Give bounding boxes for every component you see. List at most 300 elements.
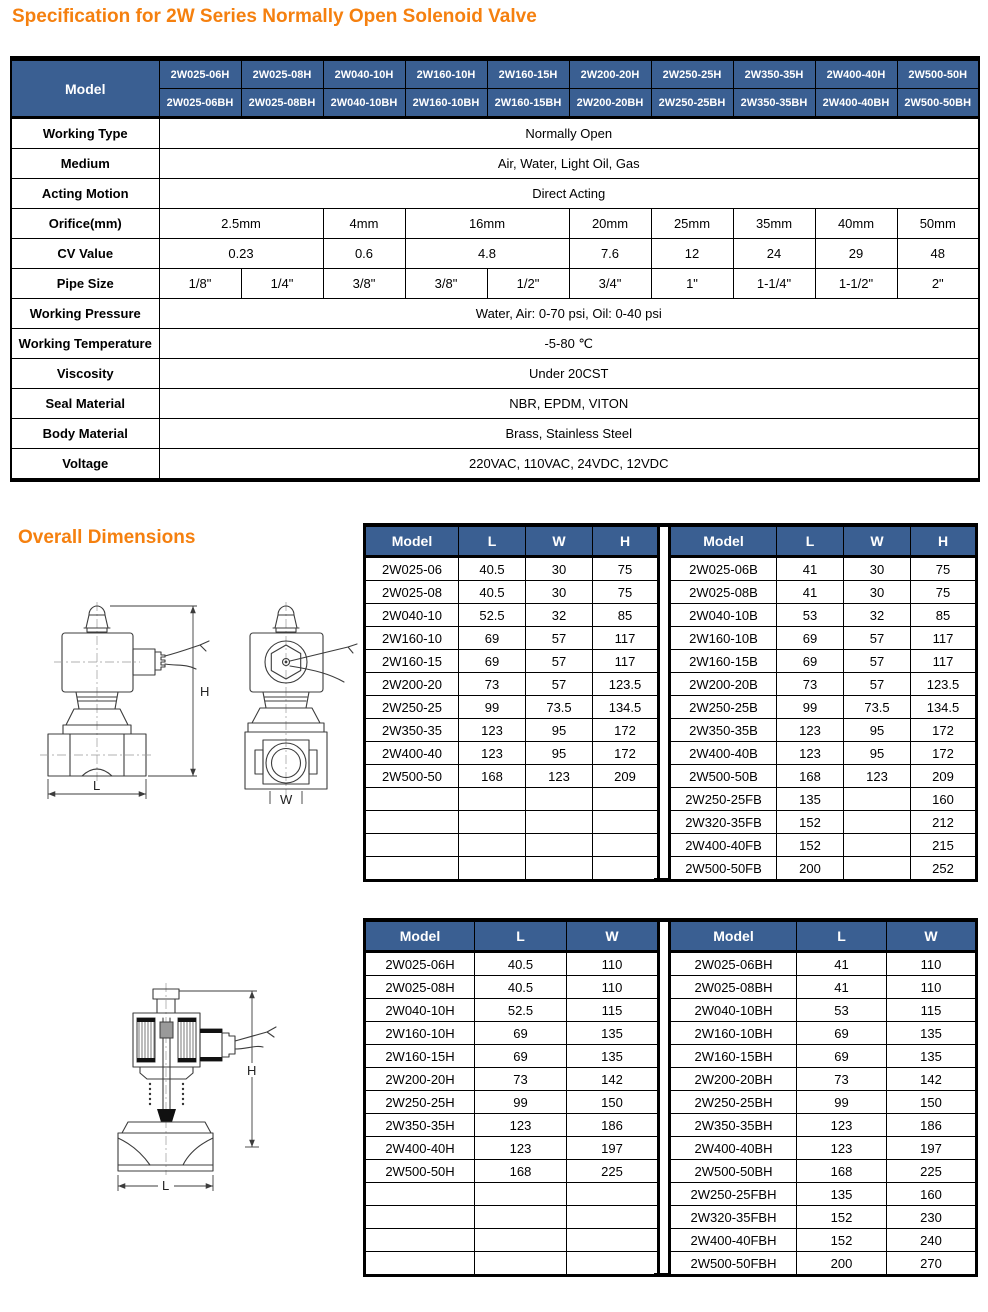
table-cell	[567, 1183, 659, 1206]
table-row	[670, 1160, 977, 1183]
table-cell: 2W350-35B	[670, 719, 777, 742]
section-title-overall-dimensions: Overall Dimensions	[18, 527, 196, 548]
dimension-label-l: L	[93, 778, 101, 793]
table-row	[670, 627, 977, 650]
table-row	[365, 557, 659, 581]
table-cell: 2W160-15B	[670, 650, 777, 673]
table-cell: 2W250-25FBH	[670, 1183, 797, 1206]
table-cell: 110	[887, 976, 977, 999]
table-row	[365, 1206, 659, 1229]
spec-value: 0.6	[323, 239, 405, 269]
dim-header-row	[365, 525, 659, 557]
table-cell: 53	[777, 604, 844, 627]
specification-table	[10, 56, 980, 482]
table-cell	[459, 788, 526, 811]
table-cell: 73	[797, 1068, 887, 1091]
table-row	[365, 581, 659, 604]
table-cell	[365, 1206, 475, 1229]
spec-value: 50mm	[897, 209, 979, 239]
table-cell: 2W250-25BH	[670, 1091, 797, 1114]
row-label: Voltage	[11, 449, 159, 481]
table-cell	[526, 811, 593, 834]
table-cell	[365, 1183, 475, 1206]
table-cell: 95	[844, 719, 911, 742]
spec-value: 12	[651, 239, 733, 269]
table-cell: 2W025-06H	[365, 952, 475, 976]
table-cell: 168	[797, 1160, 887, 1183]
table-cell: 123	[777, 742, 844, 765]
table-cell: 30	[526, 581, 593, 604]
table-cell: 2W350-35	[365, 719, 459, 742]
spec-value: 3/4"	[569, 269, 651, 299]
table-cell: 2W040-10H	[365, 999, 475, 1022]
spec-row-pipe-size	[11, 269, 979, 299]
table-cell: 2W160-15	[365, 650, 459, 673]
table-cell: 69	[797, 1022, 887, 1045]
table-cell: 168	[777, 765, 844, 788]
table-gap-bridge	[654, 523, 671, 527]
valve-cross-section-drawing	[45, 975, 300, 1225]
col-header-w: W	[567, 920, 659, 952]
spec-row-cv-value	[11, 239, 979, 269]
table-cell: 53	[797, 999, 887, 1022]
table-cell: 95	[526, 742, 593, 765]
table-gap-bridge	[654, 878, 671, 882]
table-cell: 52.5	[459, 604, 526, 627]
table-cell: 197	[567, 1137, 659, 1160]
row-label: Working Type	[11, 118, 159, 149]
table-cell: 57	[844, 650, 911, 673]
table-cell: 69	[797, 1045, 887, 1068]
table-row	[670, 857, 977, 881]
spec-row-seal-material	[11, 389, 979, 419]
table-row	[670, 788, 977, 811]
table-cell: 30	[526, 557, 593, 581]
table-cell: 99	[475, 1091, 567, 1114]
table-row	[670, 650, 977, 673]
table-cell: 85	[593, 604, 659, 627]
table-cell: 2W500-50FB	[670, 857, 777, 881]
table-row	[365, 719, 659, 742]
model-header-cell: 2W200-20BH	[569, 89, 651, 118]
table-row	[670, 811, 977, 834]
table-cell: 110	[567, 952, 659, 976]
spec-value: 1-1/2"	[815, 269, 897, 299]
table-cell: 69	[459, 650, 526, 673]
spec-row-body-material	[11, 419, 979, 449]
table-cell	[844, 834, 911, 857]
model-header-cell: 2W040-10BH	[323, 89, 405, 118]
spec-value: 1/4"	[241, 269, 323, 299]
table-cell: 41	[777, 581, 844, 604]
table-row	[670, 673, 977, 696]
spec-row-voltage	[11, 449, 979, 481]
table-cell	[567, 1252, 659, 1276]
table-cell: 75	[911, 557, 977, 581]
spec-value: 3/8"	[323, 269, 405, 299]
table-row	[365, 765, 659, 788]
table-row	[365, 1114, 659, 1137]
table-cell: 135	[567, 1045, 659, 1068]
table-row	[670, 999, 977, 1022]
table-cell: 2W025-08H	[365, 976, 475, 999]
table-cell: 2W040-10	[365, 604, 459, 627]
table-cell: 150	[887, 1091, 977, 1114]
spec-value: 2.5mm	[159, 209, 323, 239]
table-cell: 172	[593, 742, 659, 765]
table-row	[365, 952, 659, 976]
dim-header-row	[365, 920, 659, 952]
table-cell: 152	[797, 1229, 887, 1252]
table-row	[365, 1252, 659, 1276]
col-header-l: L	[475, 920, 567, 952]
table-row	[365, 1183, 659, 1206]
row-label: Body Material	[11, 419, 159, 449]
table-cell: 123.5	[911, 673, 977, 696]
table-cell: 110	[887, 952, 977, 976]
table-cell	[365, 1252, 475, 1276]
spec-value: 16mm	[405, 209, 569, 239]
table-cell: 186	[567, 1114, 659, 1137]
table-cell: 172	[911, 742, 977, 765]
table-cell: 117	[911, 650, 977, 673]
dim-header-row	[670, 525, 977, 557]
model-header-cell: 2W250-25BH	[651, 89, 733, 118]
table-cell: 2W400-40	[365, 742, 459, 765]
table-cell: 69	[475, 1045, 567, 1068]
table-row	[365, 1160, 659, 1183]
table-cell: 117	[593, 650, 659, 673]
col-header-h: H	[593, 525, 659, 557]
table-cell	[459, 857, 526, 881]
table-cell: 115	[887, 999, 977, 1022]
table-cell: 2W160-15BH	[670, 1045, 797, 1068]
table-cell: 123	[526, 765, 593, 788]
spec-value: 1"	[651, 269, 733, 299]
table-row	[365, 1022, 659, 1045]
dimension-label-w: W	[280, 792, 293, 807]
table-cell: 2W160-10B	[670, 627, 777, 650]
table-cell: 75	[911, 581, 977, 604]
table-row	[365, 1137, 659, 1160]
row-label: Acting Motion	[11, 179, 159, 209]
table-cell: 2W040-10BH	[670, 999, 797, 1022]
table-cell: 2W500-50BH	[670, 1160, 797, 1183]
col-header-model: Model	[670, 525, 777, 557]
table-row	[670, 1068, 977, 1091]
table-cell: 57	[526, 627, 593, 650]
table-cell: 135	[887, 1022, 977, 1045]
table-cell: 2W350-35H	[365, 1114, 475, 1137]
table-cell: 2W250-25	[365, 696, 459, 719]
page-title: Specification for 2W Series Normally Open Solenoid Valve	[12, 6, 537, 27]
table-cell: 2W500-50	[365, 765, 459, 788]
table-cell: 123	[475, 1137, 567, 1160]
table-cell: 123.5	[593, 673, 659, 696]
table-cell: 160	[911, 788, 977, 811]
table-cell: 2W400-40BH	[670, 1137, 797, 1160]
model-header-cell: 2W200-20H	[569, 59, 651, 89]
table-cell	[365, 811, 459, 834]
row-label: Medium	[11, 149, 159, 179]
table-cell: 134.5	[593, 696, 659, 719]
model-header-cell: 2W500-50H	[897, 59, 979, 89]
table-cell: 2W500-50H	[365, 1160, 475, 1183]
table-cell: 2W320-35FBH	[670, 1206, 797, 1229]
table-cell	[475, 1206, 567, 1229]
spec-value: Normally Open	[159, 118, 979, 149]
table-row	[365, 857, 659, 881]
table-cell: 95	[526, 719, 593, 742]
table-cell	[365, 834, 459, 857]
spec-value: 2"	[897, 269, 979, 299]
table-cell	[844, 788, 911, 811]
table-cell: 134.5	[911, 696, 977, 719]
table-cell: 95	[844, 742, 911, 765]
table-cell: 123	[844, 765, 911, 788]
spec-value: 7.6	[569, 239, 651, 269]
table-cell: 2W025-08B	[670, 581, 777, 604]
table-cell: 240	[887, 1229, 977, 1252]
table-cell: 135	[567, 1022, 659, 1045]
table-cell: 73	[459, 673, 526, 696]
spec-row-working-temperature	[11, 329, 979, 359]
valve-side-view	[40, 602, 209, 784]
dimension-l	[118, 1175, 213, 1193]
spec-value: Under 20CST	[159, 359, 979, 389]
table-cell: 41	[777, 557, 844, 581]
table-cell: 69	[777, 627, 844, 650]
col-header-l: L	[459, 525, 526, 557]
row-label: Pipe Size	[11, 269, 159, 299]
table-cell: 2W400-40H	[365, 1137, 475, 1160]
spec-value: 1/8"	[159, 269, 241, 299]
col-header-l: L	[777, 525, 844, 557]
table-cell: 225	[887, 1160, 977, 1183]
model-header-label: Model	[11, 59, 159, 118]
table-cell: 41	[797, 976, 887, 999]
table-cell	[475, 1183, 567, 1206]
table-cell: 123	[777, 719, 844, 742]
table-cell: 200	[777, 857, 844, 881]
table-cell	[844, 857, 911, 881]
spec-value: Direct Acting	[159, 179, 979, 209]
table-cell: 52.5	[475, 999, 567, 1022]
table-row	[365, 1229, 659, 1252]
table-cell: 40.5	[459, 557, 526, 581]
table-cell: 85	[911, 604, 977, 627]
model-header-cell: 2W025-08BH	[241, 89, 323, 118]
table-cell: 252	[911, 857, 977, 881]
table-cell: 135	[797, 1183, 887, 1206]
table-cell: 2W400-40FBH	[670, 1229, 797, 1252]
table-cell: 2W160-15H	[365, 1045, 475, 1068]
table-row	[670, 604, 977, 627]
col-header-w: W	[844, 525, 911, 557]
table-cell: 225	[567, 1160, 659, 1183]
table-row	[365, 627, 659, 650]
table-row	[670, 557, 977, 581]
table-gap-bridge	[654, 1273, 671, 1277]
table-row	[365, 1091, 659, 1114]
table-cell: 99	[777, 696, 844, 719]
spec-value: 25mm	[651, 209, 733, 239]
spec-row-orifice	[11, 209, 979, 239]
row-label: Working Temperature	[11, 329, 159, 359]
table-row	[670, 1137, 977, 1160]
table-cell: 2W160-10H	[365, 1022, 475, 1045]
dimension-table-bottom-left	[363, 918, 660, 1277]
table-row	[670, 834, 977, 857]
table-cell: 57	[526, 650, 593, 673]
spec-value: Brass, Stainless Steel	[159, 419, 979, 449]
table-cell	[526, 788, 593, 811]
table-row	[670, 952, 977, 976]
dim-header-row	[670, 920, 977, 952]
dimension-label-h: H	[247, 1063, 257, 1078]
table-row	[670, 1229, 977, 1252]
table-cell: 168	[459, 765, 526, 788]
model-header-cell: 2W160-10BH	[405, 89, 487, 118]
table-cell: 30	[844, 557, 911, 581]
model-header-cell: 2W025-06H	[159, 59, 241, 89]
table-cell: 30	[844, 581, 911, 604]
table-cell: 150	[567, 1091, 659, 1114]
spec-value: Air, Water, Light Oil, Gas	[159, 149, 979, 179]
table-cell: 123	[459, 719, 526, 742]
spec-value: 0.23	[159, 239, 323, 269]
table-row	[365, 673, 659, 696]
table-row	[670, 581, 977, 604]
table-cell	[526, 834, 593, 857]
table-cell: 186	[887, 1114, 977, 1137]
table-cell: 135	[887, 1045, 977, 1068]
spec-value: 48	[897, 239, 979, 269]
table-row	[365, 976, 659, 999]
dimension-table-top-right	[668, 523, 978, 882]
spec-value: 40mm	[815, 209, 897, 239]
table-row	[365, 1068, 659, 1091]
table-cell	[365, 788, 459, 811]
table-cell: 270	[887, 1252, 977, 1276]
spec-row-working-type	[11, 118, 979, 149]
table-cell: 172	[593, 719, 659, 742]
spec-value: 29	[815, 239, 897, 269]
table-row	[670, 1252, 977, 1276]
model-header-cell: 2W500-50BH	[897, 89, 979, 118]
table-cell: 69	[777, 650, 844, 673]
table-cell: 2W250-25B	[670, 696, 777, 719]
table-cell: 123	[797, 1137, 887, 1160]
model-header-cell: 2W250-25H	[651, 59, 733, 89]
table-cell: 2W040-10B	[670, 604, 777, 627]
table-cell: 2W200-20B	[670, 673, 777, 696]
table-row	[670, 765, 977, 788]
table-cell: 32	[844, 604, 911, 627]
col-header-model: Model	[670, 920, 797, 952]
table-row	[670, 1022, 977, 1045]
table-cell: 57	[844, 673, 911, 696]
table-cell: 200	[797, 1252, 887, 1276]
table-cell: 40.5	[459, 581, 526, 604]
table-cell	[567, 1206, 659, 1229]
model-header-cell: 2W040-10H	[323, 59, 405, 89]
table-cell: 209	[593, 765, 659, 788]
model-header-cell: 2W160-10H	[405, 59, 487, 89]
table-row	[365, 650, 659, 673]
row-label: CV Value	[11, 239, 159, 269]
table-cell	[844, 811, 911, 834]
table-cell: 117	[593, 627, 659, 650]
table-cell: 152	[777, 811, 844, 834]
spec-row-medium	[11, 149, 979, 179]
dimension-label-l: L	[162, 1178, 170, 1193]
table-row	[365, 742, 659, 765]
table-cell: 2W025-06B	[670, 557, 777, 581]
table-row	[670, 742, 977, 765]
table-row	[670, 719, 977, 742]
table-cell: 32	[526, 604, 593, 627]
row-label: Seal Material	[11, 389, 159, 419]
table-cell: 2W160-10	[365, 627, 459, 650]
table-cell: 2W200-20	[365, 673, 459, 696]
table-row	[670, 1206, 977, 1229]
table-row	[365, 604, 659, 627]
spec-row-working-pressure	[11, 299, 979, 329]
spec-value: 20mm	[569, 209, 651, 239]
table-row	[670, 976, 977, 999]
table-cell: 2W400-40B	[670, 742, 777, 765]
table-cell: 135	[777, 788, 844, 811]
table-cell: 212	[911, 811, 977, 834]
dimension-table-bottom-right	[668, 918, 978, 1277]
table-row	[365, 999, 659, 1022]
row-label: Orifice(mm)	[11, 209, 159, 239]
spec-value: 24	[733, 239, 815, 269]
spec-value: 1/2"	[487, 269, 569, 299]
table-cell: 69	[475, 1022, 567, 1045]
table-row	[670, 696, 977, 719]
table-row	[670, 1183, 977, 1206]
table-cell: 99	[459, 696, 526, 719]
spec-value: 4.8	[405, 239, 569, 269]
table-cell: 2W500-50FBH	[670, 1252, 797, 1276]
table-cell: 57	[526, 673, 593, 696]
table-cell	[459, 811, 526, 834]
table-cell	[593, 788, 659, 811]
table-cell: 99	[797, 1091, 887, 1114]
table-cell	[365, 857, 459, 881]
table-cell: 142	[567, 1068, 659, 1091]
table-row	[670, 1045, 977, 1068]
table-cell: 2W400-40FB	[670, 834, 777, 857]
spec-value: 1-1/4"	[733, 269, 815, 299]
table-row	[365, 696, 659, 719]
dimension-h	[110, 606, 209, 776]
table-cell: 73.5	[844, 696, 911, 719]
table-cell: 73	[475, 1068, 567, 1091]
table-cell: 123	[475, 1114, 567, 1137]
table-cell: 172	[911, 719, 977, 742]
model-header-cell: 2W160-15BH	[487, 89, 569, 118]
table-cell: 110	[567, 976, 659, 999]
spec-value: 220VAC, 110VAC, 24VDC, 12VDC	[159, 449, 979, 481]
table-cell: 75	[593, 557, 659, 581]
table-cell	[459, 834, 526, 857]
table-cell	[593, 834, 659, 857]
col-header-w: W	[887, 920, 977, 952]
table-cell: 2W160-10BH	[670, 1022, 797, 1045]
